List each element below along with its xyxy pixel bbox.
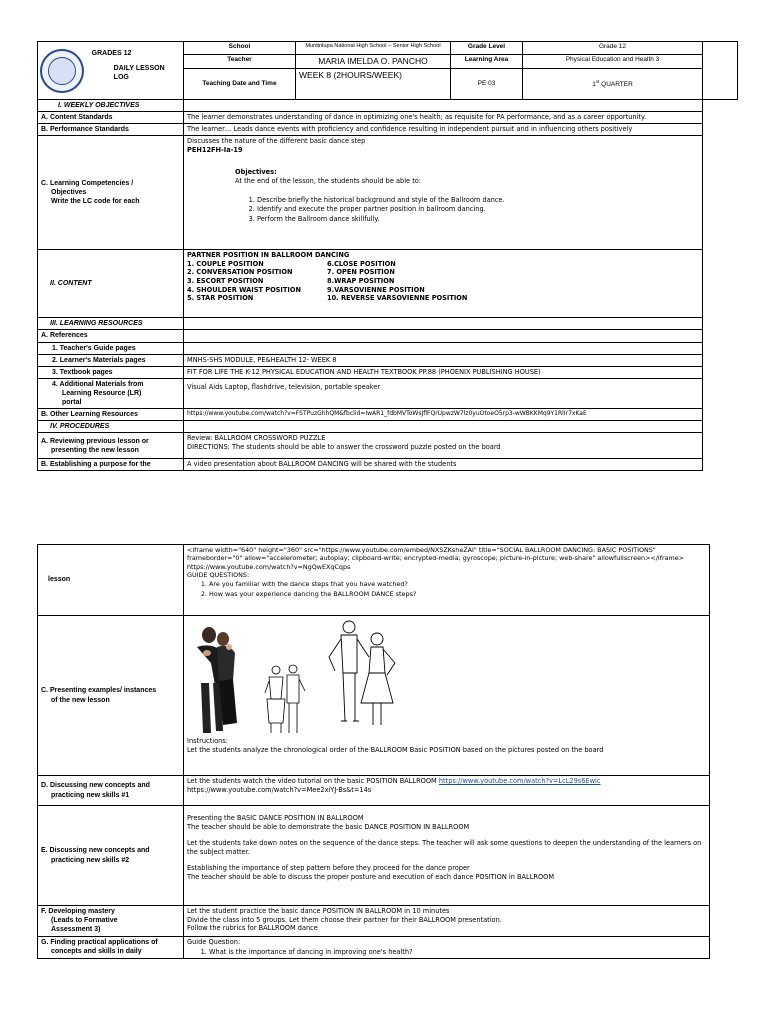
varsovienne-position-drawing-icon bbox=[321, 617, 403, 731]
content-value bbox=[184, 250, 703, 318]
discussing2-label bbox=[38, 806, 184, 906]
objectives-intro: At the end of the lesson, the students should be able to: bbox=[235, 177, 422, 186]
mastery-v3: Follow the rubrics for BALLROOM dance bbox=[187, 924, 318, 933]
lesson-label: lesson bbox=[38, 545, 184, 616]
mastery-value bbox=[184, 906, 710, 937]
mastery-v1: Let the student practice the basic dance POSITION IN BALLROOM in 10 minutes bbox=[187, 907, 450, 915]
objectives-list bbox=[235, 196, 699, 224]
discussing1-line2: practicing new skills #1 bbox=[51, 791, 130, 799]
blank-cell bbox=[703, 459, 738, 471]
blank-cell bbox=[703, 250, 738, 318]
blank-cell bbox=[703, 421, 738, 433]
instructions-value: Let the students analyze the chronological order of the BALLROOM Basic POSITION based on the pictures posted on the board bbox=[187, 745, 604, 754]
finding-list bbox=[187, 948, 706, 957]
discussing2-p5: The teacher should be able to discuss the proper posture and execution of each dance POSITION in BALLROOM bbox=[187, 872, 555, 881]
purpose-value: A video presentation about BALLROOM DANCING will be shared with the students bbox=[184, 459, 703, 471]
weekly-objectives-blank bbox=[184, 100, 703, 112]
position-item: 7. OPEN POSITION bbox=[327, 268, 395, 277]
learning-area-value: Physical Education and Health 3 bbox=[523, 55, 703, 69]
discussing1-line1: D. Discussing new concepts and bbox=[41, 782, 150, 790]
additional-materials-label bbox=[38, 378, 184, 408]
finding-question: 1. What is the importance of dancing in improving one's health? bbox=[209, 948, 706, 957]
discussing2-p3: Let the students take down notes on the sequence of the dance steps. The teacher will ask some questions to deepen the understanding of the learners on the subject matter. bbox=[187, 839, 702, 856]
finding-value bbox=[184, 937, 710, 959]
learning-resources-heading: III. LEARNING RESOURCES bbox=[38, 318, 184, 330]
discussing2-line1: E. Discussing new concepts and bbox=[41, 847, 150, 855]
instructions-heading: Instructions: bbox=[187, 737, 228, 745]
grade-level-value: Grade 12 bbox=[523, 42, 703, 55]
discussing1-value bbox=[184, 776, 710, 806]
additional-line2: Learning Resource (LR) bbox=[62, 389, 142, 397]
mastery-line3: Assessment 3) bbox=[51, 926, 101, 934]
blank-cell bbox=[703, 100, 738, 112]
blank-cell bbox=[703, 318, 738, 330]
iframe-code-text: <iframe width="640" height="360" src="https://www.youtube.com/embed/NXSZKsheZAI" title="SOCIAL BALLROOM DANCING: BASIC POSITIONS" frameborder="0" allow="accelerometer; autoplay; clipboard-write; encrypted-media; gyroscope; picture-in-picture; web-share" allowfullscreen></iframe> bbox=[187, 546, 685, 563]
ballroom-couple-photo-icon bbox=[189, 623, 243, 735]
grade-line: GRADES 12 bbox=[91, 49, 132, 57]
presenting-line1: C. Presenting examples/ instances bbox=[41, 687, 157, 695]
textbook-pages-value: FIT FOR LIFE THE K-12 PHYSICAL EDUCATION AND HEALTH TEXTBOOK PP.88 (PHOENIX PUBLISHING HOUSE) bbox=[184, 366, 703, 378]
quarter-rest: QUARTER bbox=[599, 80, 633, 88]
header-blank-cell bbox=[703, 42, 738, 100]
reviewing-line2: presenting the new lesson bbox=[51, 446, 139, 454]
daily-lesson-log-table-page2 bbox=[37, 544, 710, 959]
blank-cell bbox=[703, 366, 738, 378]
lm-pages-label: 2. Learner's Materials pages bbox=[38, 354, 184, 366]
content-standards-label: A. Content Standards bbox=[38, 112, 184, 124]
blank-cell bbox=[184, 421, 703, 433]
objective-item: 1. Describe briefly the historical background and style of the Ballroom dance. bbox=[257, 196, 699, 205]
positions-grid bbox=[187, 260, 699, 303]
competencies-label-line3: Write the LC code for each bbox=[51, 198, 140, 206]
discussing2-line2: practicing new skills #2 bbox=[51, 856, 130, 864]
performance-standards-label: B. Performance Standards bbox=[38, 124, 184, 136]
blank-cell bbox=[703, 409, 738, 421]
discussing2-value bbox=[184, 806, 710, 906]
position-item: 9.VARSOVIENNE POSITION bbox=[327, 285, 425, 294]
content-heading: PARTNER POSITION IN BALLROOM DANCING bbox=[187, 251, 350, 260]
quarter-sup: st bbox=[595, 78, 600, 84]
log-title: DAILY LESSON LOG bbox=[113, 64, 165, 81]
other-resources-label: B. Other Learning Resources bbox=[38, 409, 184, 421]
presenting-line2: of the new lesson bbox=[51, 696, 110, 704]
purpose-label: B. Establishing a purpose for the bbox=[38, 459, 184, 471]
blank-cell bbox=[703, 354, 738, 366]
discussing2-p4: Establishing the importance of step pattern before they proceed for the dance proper bbox=[187, 864, 470, 873]
guide-questions-heading: GUIDE QUESTIONS: bbox=[187, 570, 250, 579]
objective-item: 3. Perform the Ballroom dance skillfully. bbox=[257, 215, 699, 224]
position-item: 5. STAR POSITION bbox=[187, 294, 254, 303]
finding-label bbox=[38, 937, 184, 959]
reviewing-line1: A. Reviewing previous lesson or bbox=[41, 437, 149, 445]
mastery-line1: F. Developing mastery bbox=[41, 908, 115, 915]
discussing2-p1: Presenting the BASIC DANCE POSITION IN BALLROOM bbox=[187, 814, 364, 822]
competency-text: Discusses the nature of the different basic dance step bbox=[187, 137, 366, 146]
quarter-num: 1 bbox=[592, 80, 596, 88]
pe-value: PE 03 bbox=[451, 69, 523, 100]
weekly-objectives-heading: I. WEEKLY OBJECTIVES bbox=[38, 100, 184, 112]
reviewing-value-line1: Review: BALLROOM CROSSWORD PUZZLE bbox=[187, 434, 326, 443]
objective-item: 2. Identify and execute the proper partner position in ballroom dancing. bbox=[257, 205, 699, 214]
mastery-line2: (Leads to Formative bbox=[51, 917, 118, 925]
presenting-label bbox=[38, 616, 184, 776]
performance-standards-value: The learner… Leads dance events with proficiency and confidence resulting in independent pursuit and in influencing others positively bbox=[184, 124, 703, 136]
blank-cell bbox=[703, 124, 738, 136]
other-resources-value[interactable]: https://www.youtube.com/watch?v=FSTPuzGhhQM&fbclid=IwAR1_fdbMVToWsJflFQrUpwzW7lz0yuOtoeO5rp3-wWBKKMq9Y1RlIr7xKaE bbox=[184, 409, 703, 421]
objectives-heading: Objectives: bbox=[235, 168, 277, 177]
deped-seal-icon bbox=[40, 49, 84, 93]
position-item: 2. CONVERSATION POSITION bbox=[187, 268, 293, 277]
header-logo-cell bbox=[38, 42, 184, 100]
procedures-heading: IV. PROCEDURES bbox=[38, 421, 184, 433]
content-standards-value: The learner demonstrates understanding of dance in optimizing one's health; as requisite for PA performance, and as a career opportunity. bbox=[184, 112, 703, 124]
date-label: Teaching Date and Time bbox=[184, 69, 296, 100]
daily-lesson-log-table-page1 bbox=[37, 41, 738, 471]
quarter-value bbox=[523, 69, 703, 100]
additional-materials-value: Visual Aids Laptop, flashdrive, television, portable speaker bbox=[184, 378, 703, 408]
blank-cell bbox=[703, 136, 738, 250]
competency-code: PEH12FH-Ia-19 bbox=[187, 145, 243, 154]
school-label: School bbox=[184, 42, 296, 55]
position-item: 1. COUPLE POSITION bbox=[187, 259, 264, 268]
blank-cell bbox=[703, 433, 738, 459]
lesson-value bbox=[184, 545, 710, 616]
couple-position-drawing-icon bbox=[263, 663, 307, 735]
iframe-url[interactable]: https://www.youtube.com/watch?v=NgQwEXqCqps bbox=[187, 562, 351, 571]
content-label: II. CONTENT bbox=[38, 250, 184, 318]
learning-area-label: Learning Area bbox=[451, 55, 523, 69]
references-label: A. References bbox=[38, 330, 184, 342]
competencies-label-line1: C. Learning Competencies / bbox=[41, 180, 134, 188]
blank-cell bbox=[184, 318, 703, 330]
mastery-v2: Divide the class into 5 groups. Let them choose their partner for their BALLROOM presentation. bbox=[187, 915, 502, 924]
discussing2-p2: The teacher should be able to demonstrate the basic DANCE POSITION IN BALLROOM bbox=[187, 822, 470, 831]
guide-questions-list bbox=[187, 580, 706, 598]
lm-pages-value: MNHS-SHS MODULE, PE&HEALTH 12- WEEK 8 bbox=[184, 354, 703, 366]
position-item: 8.WRAP POSITION bbox=[327, 277, 395, 286]
competencies-value bbox=[184, 136, 703, 250]
position-item: 3. ESCORT POSITION bbox=[187, 277, 264, 286]
date-value: WEEK 8 (2HOURS/WEEK) bbox=[296, 69, 451, 100]
position-item: 4. SHOULDER WAIST POSITION bbox=[187, 285, 301, 294]
textbook-pages-label: 3. Textbook pages bbox=[38, 366, 184, 378]
blank-cell bbox=[703, 112, 738, 124]
position-item: 10. REVERSE VARSOVIENNE POSITION bbox=[327, 294, 468, 303]
reviewing-value-line2: DIRECTIONS: The students should be able to answer the crossword puzzle posted on the board bbox=[187, 442, 501, 451]
competencies-label bbox=[38, 136, 184, 250]
tg-pages-label: 1. Teacher's Guide pages bbox=[38, 342, 184, 354]
blank-cell bbox=[703, 378, 738, 408]
additional-line3: portal bbox=[62, 398, 82, 406]
school-value: Muntinlupa National High School – Senior High School bbox=[296, 42, 451, 55]
discussing1-label bbox=[38, 776, 184, 806]
grade-level-label: Grade Level bbox=[451, 42, 523, 55]
discussing1-url2[interactable]: https://www.youtube.com/watch?v=Mee2xiYJ-Bs&t=14s bbox=[187, 785, 372, 794]
blank-cell bbox=[184, 330, 703, 342]
blank-cell bbox=[703, 342, 738, 354]
reviewing-value bbox=[184, 433, 703, 459]
competencies-label-line2: Objectives bbox=[51, 189, 87, 197]
mastery-label bbox=[38, 906, 184, 937]
blank-cell bbox=[703, 330, 738, 342]
finding-line1: G. Finding practical applications of bbox=[41, 939, 158, 946]
teacher-label: Teacher bbox=[184, 55, 296, 69]
teacher-value: MARIA IMELDA O. PANCHO bbox=[296, 55, 451, 69]
guide-question-item: 2. How was your experience dancing the BALLROOM DANCE steps? bbox=[209, 590, 706, 598]
discussing1-text: Let the students watch the video tutorial on the basic POSITION BALLROOM bbox=[187, 777, 437, 785]
additional-line1: 4. Additional Materials from bbox=[52, 380, 144, 388]
discussing1-link[interactable]: https://www.youtube.com/watch?v=LcL29s6Ewic bbox=[438, 777, 601, 785]
reviewing-label bbox=[38, 433, 184, 459]
position-item: 6.CLOSE POSITION bbox=[327, 259, 396, 268]
guide-question-item: 1. Are you familiar with the dance steps that you have watched? bbox=[209, 580, 706, 588]
finding-guide: Guide Question: bbox=[187, 938, 241, 946]
presenting-value bbox=[184, 616, 710, 776]
blank-cell bbox=[184, 342, 703, 354]
finding-line2: concepts and skills in daily bbox=[51, 948, 142, 956]
